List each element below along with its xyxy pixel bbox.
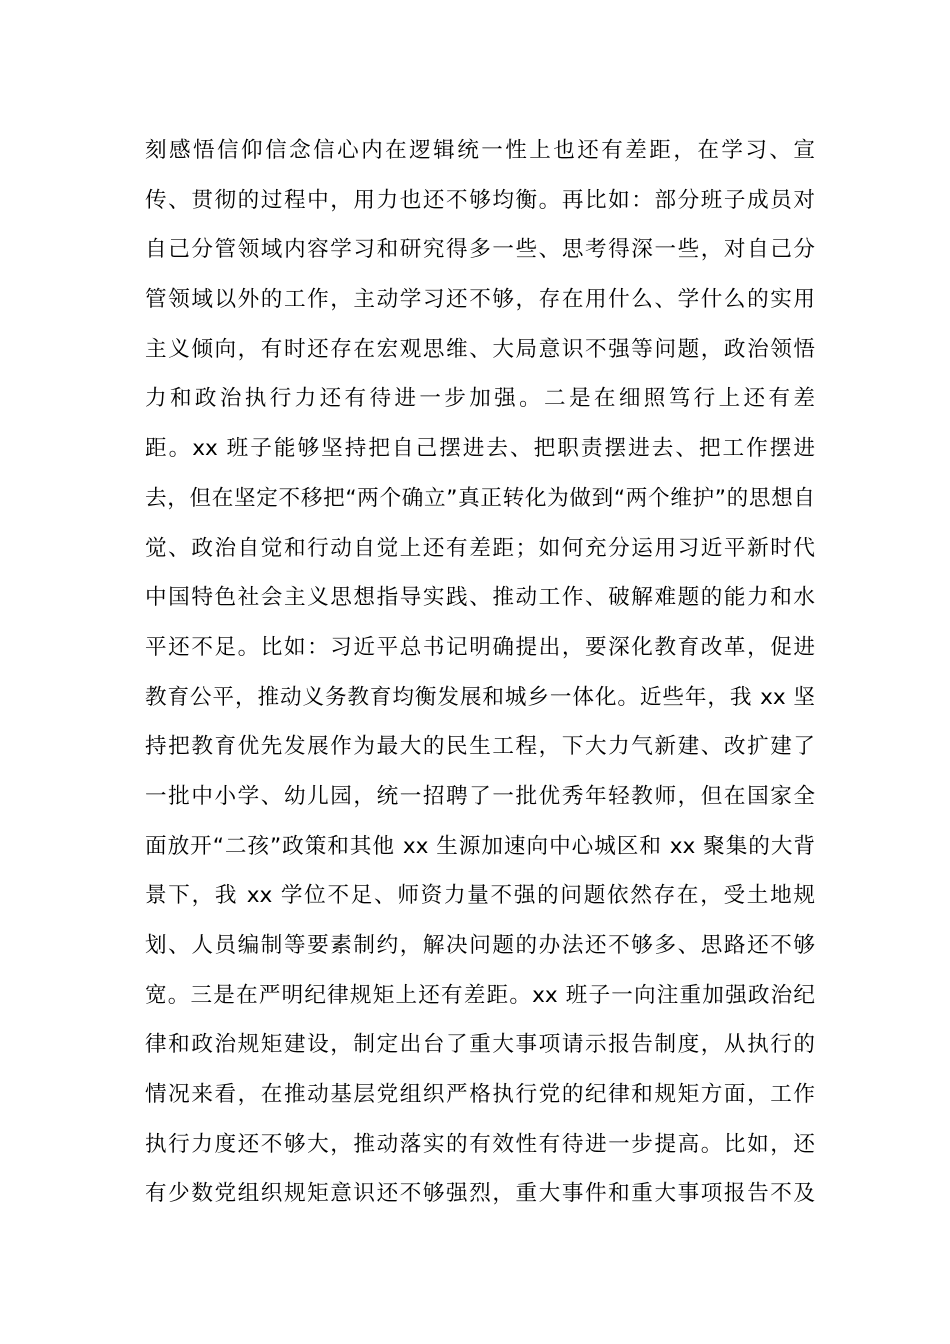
text-line: 有少数党组织规矩意识还不够强烈，重大事件和重大事项报告不及 bbox=[145, 1181, 815, 1207]
text-line: 觉、政治自觉和行动自觉上还有差距；如何充分运用习近平新时代 bbox=[145, 535, 815, 561]
text-line: 传、贯彻的过程中，用力也还不够均衡。再比如：部分班子成员对 bbox=[145, 187, 815, 213]
text-line: 中国特色社会主义思想指导实践、推动工作、破解难题的能力和水 bbox=[145, 585, 815, 611]
text-line: 去，但在坚定不移把“两个确立”真正转化为做到“两个维护”的思想自 bbox=[145, 485, 815, 511]
text-line: 教育公平，推动义务教育均衡发展和城乡一体化。近些年，我 xx 坚 bbox=[145, 684, 815, 710]
text-line: 面放开“二孩”政策和其他 xx 生源加速向中心城区和 xx 聚集的大背 bbox=[145, 833, 815, 859]
text-line: 持把教育优先发展作为最大的民生工程，下大力气新建、改扩建了 bbox=[145, 734, 815, 760]
text-line: 平还不足。比如：习近平总书记明确提出，要深化教育改革，促进 bbox=[145, 634, 815, 660]
text-line: 情况来看，在推动基层党组织严格执行党的纪律和规矩方面，工作 bbox=[145, 1082, 815, 1108]
text-line: 划、人员编制等要素制约，解决问题的办法还不够多、思路还不够 bbox=[145, 933, 815, 958]
body-text bbox=[145, 126, 815, 1219]
text-line: 执行力度还不够大，推动落实的有效性有待进一步提高。比如，还 bbox=[145, 1131, 815, 1157]
text-line: 管领域以外的工作，主动学习还不够，存在用什么、学什么的实用 bbox=[145, 287, 815, 313]
text-line: 距。xx 班子能够坚持把自己摆进去、把职责摆进去、把工作摆进 bbox=[145, 436, 815, 462]
text-line: 宽。三是在严明纪律规矩上还有差距。xx 班子一向注重加强政治纪 bbox=[145, 982, 815, 1008]
text-line: 自己分管领域内容学习和研究得多一些、思考得深一些，对自己分 bbox=[145, 237, 815, 263]
text-line: 力和政治执行力还有待进一步加强。二是在细照笃行上还有差 bbox=[145, 386, 815, 412]
text-line: 主义倾向，有时还存在宏观思维、大局意识不强等问题，政治领悟 bbox=[145, 336, 815, 362]
text-line: 一批中小学、幼儿园，统一招聘了一批优秀年轻教师，但在国家全 bbox=[145, 783, 815, 809]
text-line: 景下，我 xx 学位不足、师资力量不强的问题依然存在，受土地规 bbox=[145, 883, 815, 909]
text-line: 刻感悟信仰信念信心内在逻辑统一性上也还有差距，在学习、宣 bbox=[145, 138, 815, 163]
text-line: 律和政治规矩建设，制定出台了重大事项请示报告制度，从执行的 bbox=[145, 1032, 815, 1058]
